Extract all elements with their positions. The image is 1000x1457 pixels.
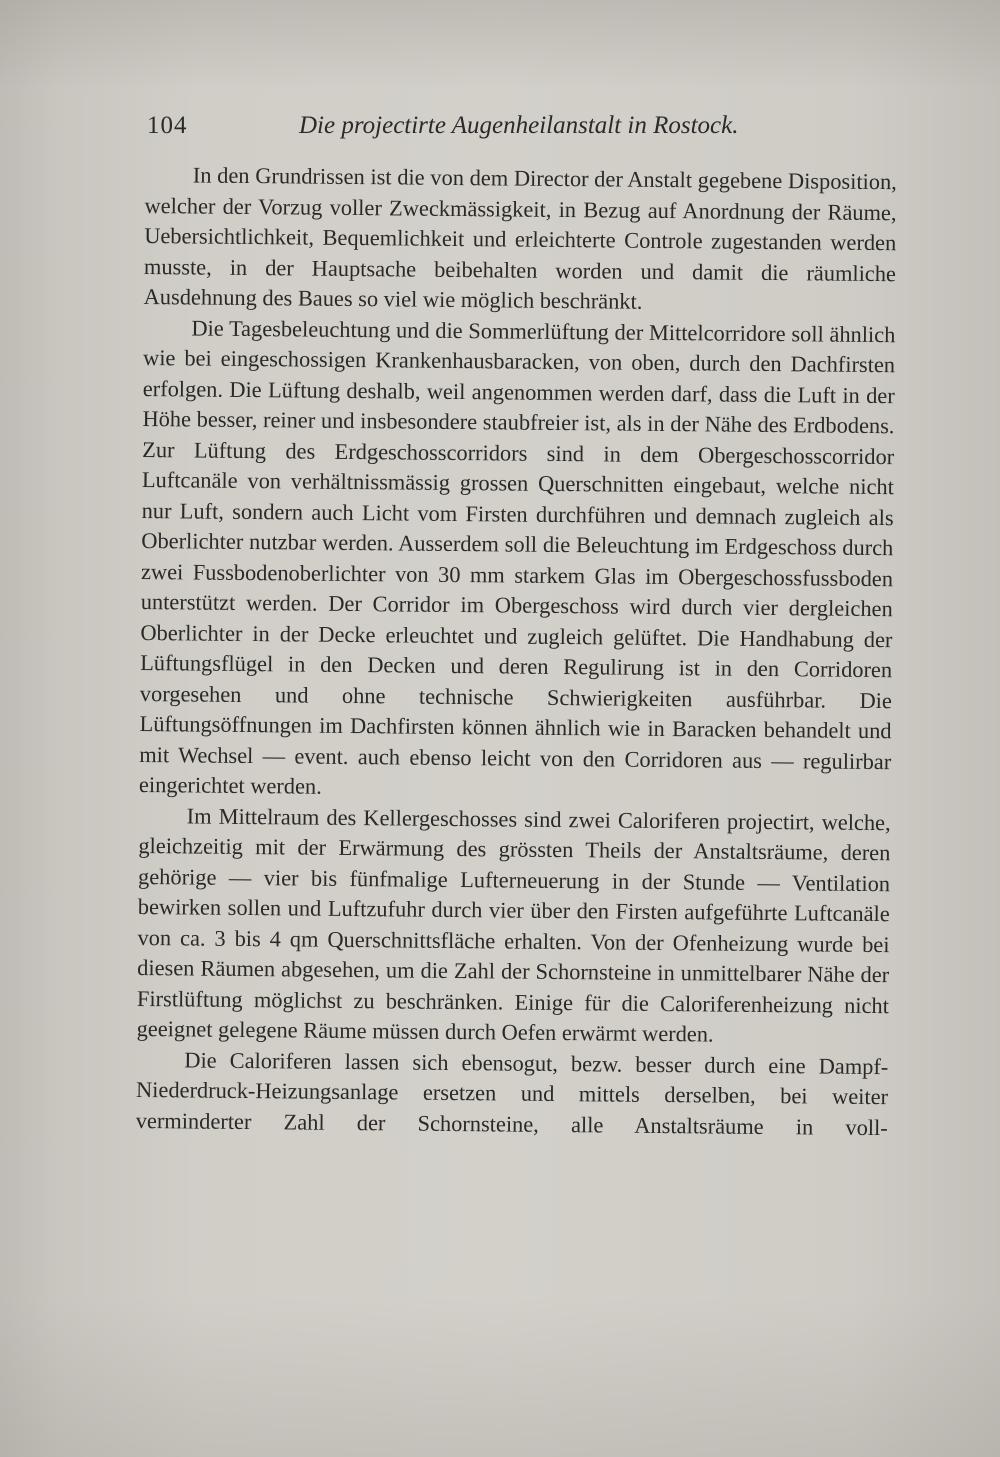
page-shading-bottom — [0, 1297, 1000, 1457]
paragraph-4: Die Caloriferen lassen sich ebensogut, bezw. besser durch eine Dampf-Niederdruck-Heizungsanlage ersetzen und mittels derselben, bei weiter verminderter Zahl der Schornsteine, alle Anstaltsräume in voll- — [135, 1046, 889, 1140]
paragraph-2: Die Tagesbeleuchtung und die Sommerlüftung der Mittelcorridore soll ähnlich wie bei eingeschossigen Krankenhausbaracken, von oben, durch den Dachfirsten erfolgen. Die Lüftung deshalb, weil angenommen werden darf, dass die Luft in der Höhe besser, reiner und insbesondere staubfreier ist, als in der Nähe des Erdbodens. Zur Lüftung des Erdgeschosscorridors sind in dem Obergeschosscorridor Luftcanäle von verhältnissmässig grossen Querschnitten eingebaut, welche nicht nur Luft, sondern auch Licht vom Firsten durchführen und demnach zugleich als Oberlichter nutzbar werden. Ausserdem soll die Beleuchtung im Erdgeschoss durch zwei Fussbodenoberlichter von 30 mm starkem Glas im Obergeschossfussboden unterstützt werden. Der Corridor im Obergeschoss wird durch vier dergleichen Oberlichter in der Decke erleuchtet und zugleich gelüftet. Die Handhabung der Lüftungsflügel in den Decken und deren Regulirung ist in den Corridoren vorgesehen und ohne technische Schwierigkeiten ausführbar. Die Lüftungsöffnungen im Dachfirsten können ähnlich wie in Baracken behandelt und mit Wechsel — event. auch ebenso leicht von den Corridoren aus — regulirbar eingerichtet werden. — [138, 314, 896, 799]
page-shading-top — [0, 0, 1000, 90]
page-number: 104 — [147, 112, 188, 139]
paragraph-3: Im Mittelraum des Kellergeschosses sind zwei Caloriferen projectirt, welche, gleichzeitig mit der Erwärmung des grössten Theils der Anstaltsräume, deren gehörige — vier bis fünfmalige Lufterneuerung in der Stunde — Ventilation bewirken sollen und Luftzufuhr durch vier über den Firsten aufgeführte Luftcanäle von ca. 3 bis 4 qm Querschnittsfläche erhalten. Von der Ofenheizung wurde bei diesen Räumen abgesehen, um die Zahl der Schornsteine in unmittelbarer Nähe der Firstlüftung möglichst zu beschränken. Einige für die Caloriferenheizung nicht geeignet gelegene Räume müssen durch Oefen erwärmt werden. — [136, 802, 891, 1047]
paragraph-1: In den Grundrissen ist die von dem Director der Anstalt gegebene Disposition, welcher der Vorzug voller Zweckmässigkeit, in Bezug auf Anordnung der Räume, Uebersichtlichkeit, Bequemlichkeit und erleichterte Controle zugestanden werden musste, in der Hauptsache beibehalten worden und damit die räumliche Ausdehnung des Baues so viel wie möglich beschränkt. — [143, 162, 897, 314]
body-text — [136, 160, 897, 1143]
running-head — [147, 112, 757, 152]
running-title: Die projectirte Augenheilanstalt in Rostock. — [299, 112, 739, 139]
